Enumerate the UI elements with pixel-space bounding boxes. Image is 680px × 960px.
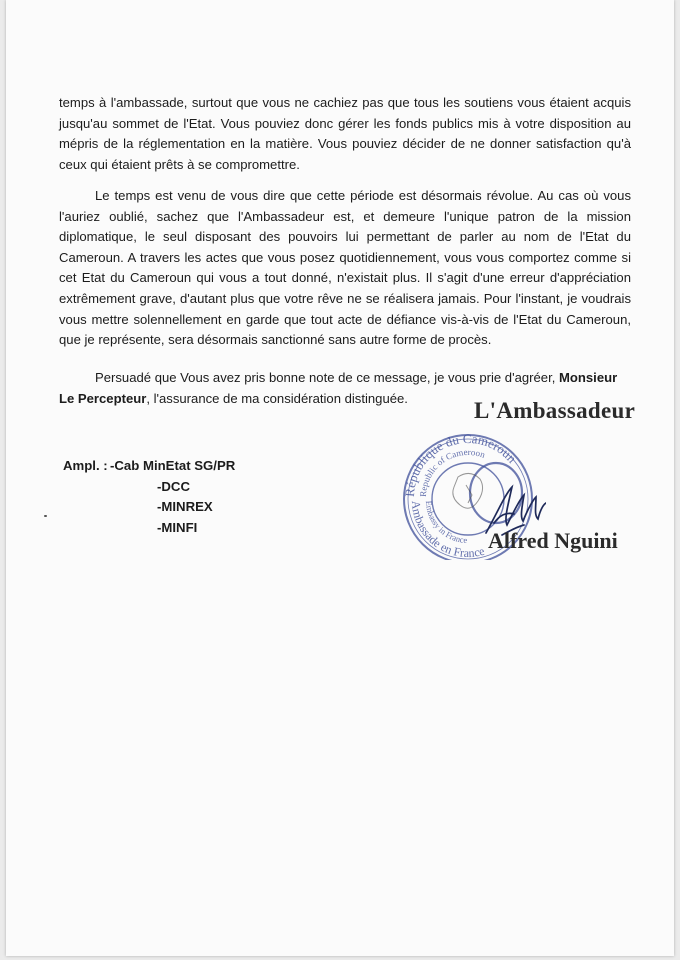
letter-body-top <box>59 93 631 175</box>
stamp-lower-text: Ambassade en France <box>408 500 486 560</box>
stamp-lower-inner-text: Embassy in France <box>423 500 468 546</box>
letter-body-middle <box>59 186 631 351</box>
ampliation-list <box>110 456 235 538</box>
ampliation-recipient: -MINFI <box>157 519 198 535</box>
ampliation-block <box>63 456 236 535</box>
paragraph-1: temps à l'ambassade, surtout que vous ne cachiez pas que tous les soutiens vous étaient acquis jusqu'au sommet de l'Etat. Vous pouviez donc gérer les fonds publics mis à votre disposition au mépris de la réglementation en la matière. Vous pouviez décider de ne donner satisfaction qu'à ceux qui étaient prêts à se compromettre. <box>59 95 631 172</box>
ink-speck <box>44 515 47 517</box>
map-emblem-icon <box>453 473 483 508</box>
stamp-inner-text: Republic of Cameroon <box>417 446 487 498</box>
ampliation-recipient: -MINREX <box>157 499 213 514</box>
ampliation-recipient: -DCC <box>157 478 190 494</box>
stamp-outer-text: République du Cameroun <box>401 430 520 498</box>
signer-title: L'Ambassadeur <box>474 398 636 423</box>
letter-page <box>6 0 674 956</box>
ampliation-label: Ampl. : <box>63 458 108 473</box>
closing-text-start: Persuadé que Vous avez pris bonne note de ce message, je vous prie d'agréer, <box>95 370 559 385</box>
closing-text-end: , l'assurance de ma considération distinguée. <box>146 390 408 406</box>
addressee: Monsieur Le Percepteur <box>59 370 618 406</box>
paragraph-2: Le temps est venu de vous dire que cette période est désormais révolue. Au cas où vous l'auriez oublié, sachez que l'Ambassadeur est, et demeure l'unique patron de la mission diplomatique, le seul disposant des pouvoirs lui permettant de parler au nom de l'Etat du Cameroun. A travers les actes que vous posez quotidiennement, vous vous comportez comme si cet Etat du Cameroun qui vous a tout donné, n'existait plus. Il s'agit d'une erreur d'appréciation extrêmement grave, d'autant plus que votre rêve ne se réalisera jamais. Pour l'instant, je voudrais vous mettre solennellement en garde que tout acte de défiance vis-à-vis de l'Etat du Cameroun, que je représente, sera désormais sanctionné sans autre forme de procès. <box>59 188 631 348</box>
signer-name: Alfred Nguini <box>488 528 618 553</box>
ampliation-recipient: -Cab MinEtat SG/PR <box>110 458 236 473</box>
